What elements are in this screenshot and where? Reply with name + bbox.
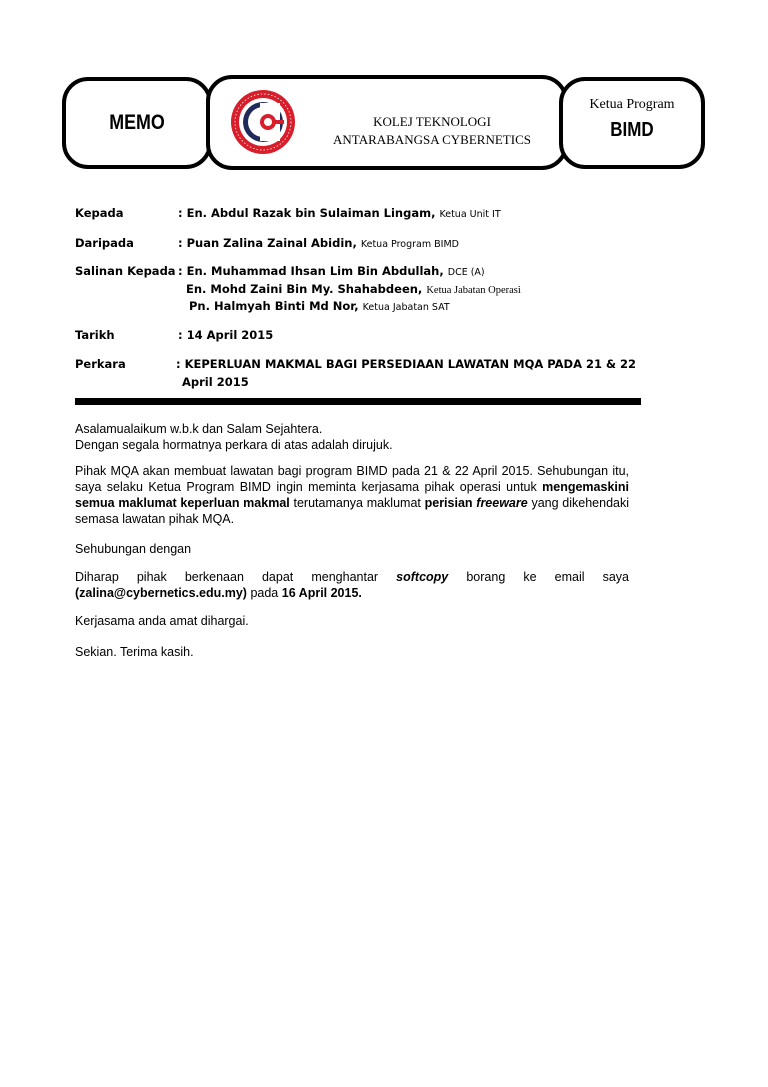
p3-text-a: Diharap pihak berkenaan dapat menghantar (75, 570, 379, 584)
college-box (206, 75, 568, 170)
tarikh-label: Tarikh (75, 328, 115, 342)
perkara-label: Perkara (75, 357, 126, 371)
college-name-line2: ANTARABANGSA CYBERNETICS (333, 132, 531, 147)
kepada-name: : En. Abdul Razak bin Sulaiman Lingam, (178, 206, 436, 220)
paragraph-1 (75, 463, 629, 527)
kepada-title: Ketua Unit IT (439, 209, 501, 220)
program-box (559, 77, 705, 169)
paragraph-5: Sekian. Terima kasih. (75, 645, 194, 659)
paragraph-4: Kerjasama anda amat dihargai. (75, 614, 249, 628)
salinan-label: Salinan Kepada (75, 264, 176, 278)
kepada-value (178, 206, 501, 220)
tarikh-value: : 14 April 2015 (178, 328, 274, 342)
salinan-3-name: Pn. Halmyah Binti Md Nor, (189, 299, 359, 313)
college-logo-icon (230, 89, 296, 155)
salinan-3-title: Ketua Jabatan SAT (362, 302, 450, 313)
college-name-line1: KOLEJ TEKNOLOGI (373, 114, 491, 129)
salinan-1-name: : En. Muhammad Ihsan Lim Bin Abdullah, (178, 264, 444, 278)
kepada-label: Kepada (75, 206, 124, 220)
p3-line2 (75, 585, 629, 601)
divider-rule (75, 398, 641, 405)
p1-bold-italic: freeware (476, 496, 528, 510)
p3-date: 16 April 2015. (281, 586, 362, 600)
daripada-value (178, 236, 459, 250)
greeting-line1: Asalamualaikum w.b.k dan Salam Sejahtera. (75, 422, 323, 436)
p1-text-a: Pihak MQA akan membuat lawatan bagi program BIMD pada 21 & 22 April 2015. Sehubungan itu, saya selaku Ketua Program BIMD ingin meminta kerjasama pihak operasi untuk (75, 464, 629, 494)
p1-text-c: yang dikehendaki semasa lawatan pihak MQA. (75, 496, 629, 526)
daripada-title: Ketua Program BIMD (360, 239, 459, 250)
p1-bold-1: mengemaskini semua maklumat keperluan makmal (75, 480, 629, 510)
salinan-value-1 (178, 264, 485, 278)
college-name (310, 113, 554, 149)
p3-line1 (75, 569, 629, 585)
memo-label: MEMO (109, 111, 165, 134)
p1-bold-2: perisian (424, 496, 473, 510)
salinan-2-name: En. Mohd Zaini Bin My. Shahabdeen, (186, 282, 423, 296)
greeting (75, 421, 629, 453)
p3-text-c: pada (250, 586, 279, 600)
salinan-value-2 (186, 282, 521, 296)
perkara-line2: April 2015 (182, 375, 249, 389)
paragraph-3 (75, 569, 629, 601)
salinan-2-title: Ketua Jabatan Operasi (426, 285, 521, 296)
greeting-line2: Dengan segala hormatnya perkara di atas adalah dirujuk. (75, 438, 393, 452)
program-name: BIMD (610, 119, 654, 141)
program-label: Ketua Program (589, 97, 675, 112)
salinan-value-3 (189, 299, 450, 313)
daripada-label: Daripada (75, 236, 134, 250)
perkara-line1: : KEPERLUAN MAKMAL BAGI PERSEDIAAN LAWATAN MQA PADA 21 & 22 (176, 357, 637, 371)
p1-text-b: terutamanya maklumat (293, 496, 421, 510)
memo-box (62, 77, 212, 169)
salinan-1-title: DCE (A) (447, 267, 485, 278)
p3-italic: softcopy (396, 570, 449, 584)
p3-text-b: borang ke email saya (466, 570, 629, 584)
daripada-name: : Puan Zalina Zainal Abidin, (178, 236, 357, 250)
p3-email: (zalina@cybernetics.edu.my) (75, 586, 247, 600)
paragraph-2: Sehubungan dengan (75, 542, 192, 556)
